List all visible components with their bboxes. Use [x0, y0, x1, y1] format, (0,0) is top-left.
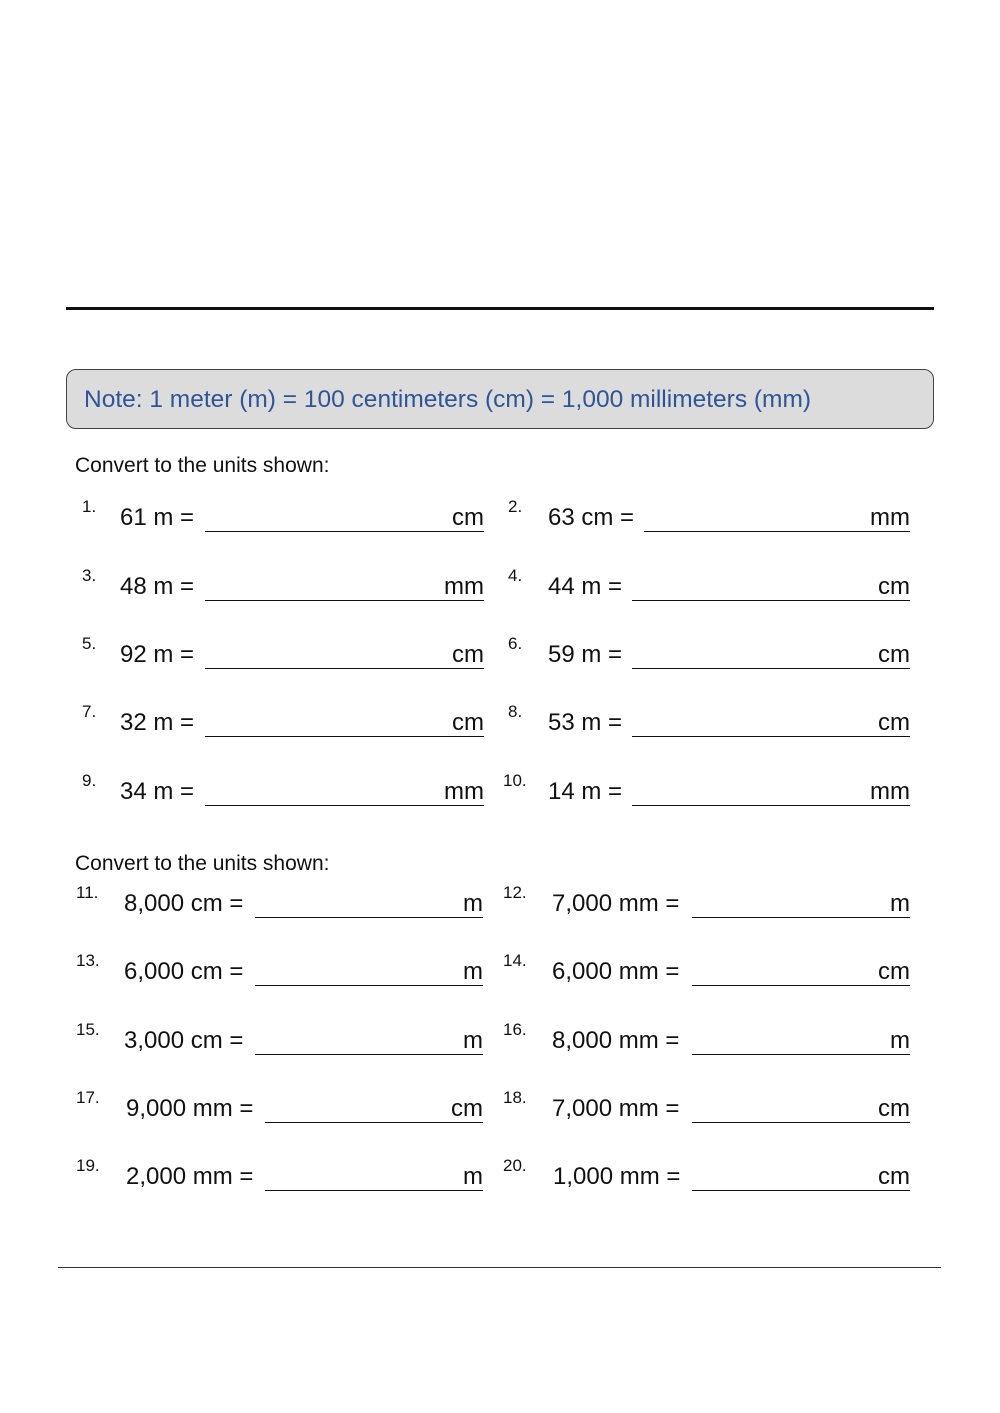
target-unit: m: [890, 1027, 910, 1054]
problem-3: [82, 566, 484, 600]
problem-number: 16.: [503, 1020, 527, 1039]
problem-number: 17.: [76, 1088, 100, 1107]
problem-number: 19.: [76, 1156, 100, 1175]
problem-number: 20.: [503, 1156, 527, 1175]
problem-10: [503, 771, 910, 805]
target-unit: mm: [870, 504, 910, 531]
target-unit: m: [463, 890, 483, 917]
target-unit: m: [463, 1163, 483, 1190]
answer-blank[interactable]: [255, 891, 483, 918]
problem-1: [82, 497, 484, 531]
problem-expression: 8,000 cm =: [124, 890, 244, 917]
problem-number: 10.: [503, 771, 527, 790]
problem-15: [76, 1020, 483, 1054]
problem-number: 14.: [503, 951, 527, 970]
target-unit: cm: [452, 504, 484, 531]
answer-blank[interactable]: [632, 642, 910, 669]
problem-expression: 2,000 mm =: [126, 1163, 254, 1190]
answer-blank[interactable]: [205, 505, 484, 532]
problem-number: 5.: [82, 634, 97, 653]
target-unit: cm: [878, 641, 910, 668]
problem-6: [508, 634, 910, 668]
problem-number: 2.: [508, 497, 523, 516]
problem-16: [503, 1020, 910, 1054]
problem-9: [82, 771, 484, 805]
problem-expression: 6,000 mm =: [552, 958, 680, 985]
problem-number: 6.: [508, 634, 523, 653]
bottom-divider: [58, 1267, 941, 1268]
target-unit: cm: [878, 573, 910, 600]
target-unit: m: [463, 958, 483, 985]
answer-blank[interactable]: [205, 642, 484, 669]
problem-expression: 6,000 cm =: [124, 958, 244, 985]
problem-expression: 1,000 mm =: [553, 1163, 681, 1190]
problem-expression: 9,000 mm =: [126, 1095, 254, 1122]
problem-expression: 63 cm =: [548, 504, 635, 531]
target-unit: cm: [878, 1163, 910, 1190]
problem-7: [82, 702, 484, 736]
answer-blank[interactable]: [255, 1028, 483, 1055]
problem-expression: 92 m =: [120, 641, 195, 668]
problem-expression: 61 m =: [120, 504, 195, 531]
problem-expression: 59 m =: [548, 641, 623, 668]
target-unit: mm: [870, 778, 910, 805]
answer-blank[interactable]: [265, 1164, 483, 1191]
top-divider: [66, 307, 934, 310]
answer-blank[interactable]: [632, 574, 910, 601]
problem-2: [508, 497, 910, 531]
problem-17: [76, 1088, 483, 1122]
problem-4: [508, 566, 910, 600]
answer-blank[interactable]: [205, 574, 484, 601]
problem-expression: 44 m =: [548, 573, 623, 600]
problem-number: 7.: [82, 702, 97, 721]
answer-blank[interactable]: [255, 959, 483, 986]
answer-blank[interactable]: [692, 891, 910, 918]
answer-blank[interactable]: [632, 779, 910, 806]
problem-number: 13.: [76, 951, 100, 970]
note-box: Note: 1 meter (m) = 100 centimeters (cm) = 1,000 millimeters (mm): [66, 369, 934, 429]
problem-18: [503, 1088, 910, 1122]
target-unit: m: [890, 890, 910, 917]
section-1-instruction: Convert to the units shown:: [75, 454, 330, 477]
problem-19: [76, 1156, 483, 1190]
target-unit: cm: [451, 1095, 483, 1122]
problem-number: 1.: [82, 497, 97, 516]
problem-12: [503, 883, 910, 917]
target-unit: cm: [878, 709, 910, 736]
problem-11: [76, 883, 483, 917]
target-unit: cm: [452, 709, 484, 736]
problem-number: 12.: [503, 883, 527, 902]
problem-number: 8.: [508, 702, 523, 721]
answer-blank[interactable]: [205, 710, 484, 737]
answer-blank[interactable]: [692, 1028, 910, 1055]
problem-expression: 7,000 mm =: [552, 890, 680, 917]
problem-8: [508, 702, 910, 736]
problem-expression: 3,000 cm =: [124, 1027, 244, 1054]
problem-number: 9.: [82, 771, 97, 790]
problem-expression: 8,000 mm =: [552, 1027, 680, 1054]
problem-number: 18.: [503, 1088, 527, 1107]
problem-number: 3.: [82, 566, 97, 585]
target-unit: cm: [878, 1095, 910, 1122]
problem-number: 4.: [508, 566, 523, 585]
target-unit: cm: [452, 641, 484, 668]
section-2-instruction: Convert to the units shown:: [75, 852, 330, 875]
problem-expression: 14 m =: [548, 778, 623, 805]
problem-expression: 34 m =: [120, 778, 195, 805]
problem-13: [76, 951, 483, 985]
problem-number: 11.: [76, 883, 99, 902]
problem-expression: 7,000 mm =: [552, 1095, 680, 1122]
problem-5: [82, 634, 484, 668]
problem-number: 15.: [76, 1020, 100, 1039]
problem-14: [503, 951, 910, 985]
target-unit: mm: [444, 778, 484, 805]
problem-expression: 32 m =: [120, 709, 195, 736]
problem-20: [503, 1156, 910, 1190]
answer-blank[interactable]: [632, 710, 910, 737]
target-unit: mm: [444, 573, 484, 600]
problem-expression: 53 m =: [548, 709, 623, 736]
answer-blank[interactable]: [205, 779, 484, 806]
target-unit: m: [463, 1027, 483, 1054]
problem-expression: 48 m =: [120, 573, 195, 600]
target-unit: cm: [878, 958, 910, 985]
